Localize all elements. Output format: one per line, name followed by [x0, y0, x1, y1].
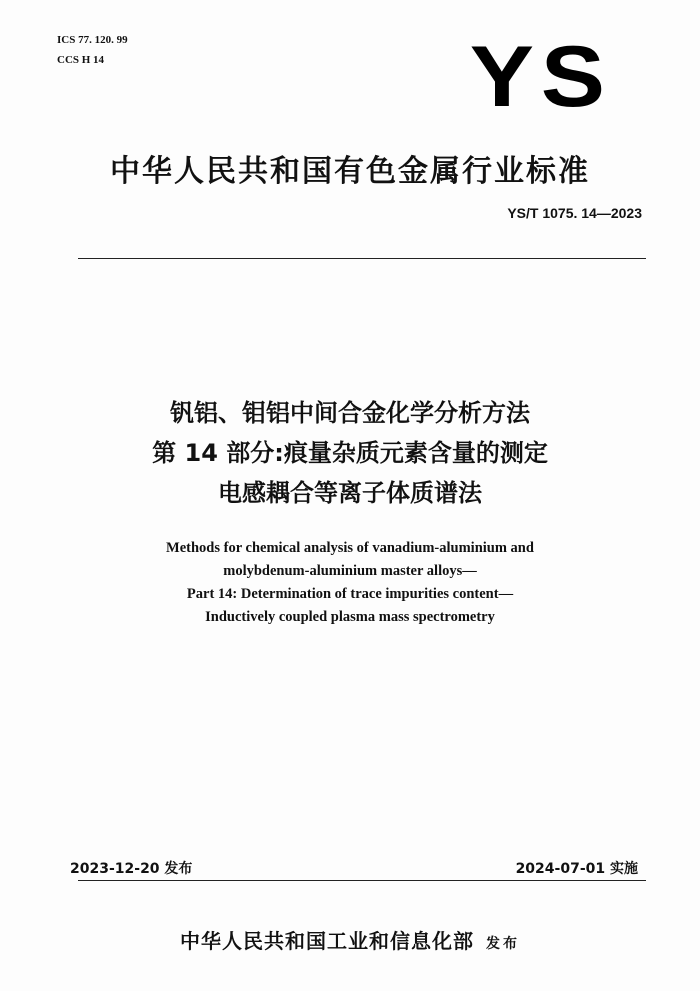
english-title-line-3: Part 14: Determination of trace impurities content— [186, 586, 514, 602]
implementation-date: 2024-07-01 实施 [515, 861, 638, 877]
ccs-code: CCS H 14 [57, 54, 105, 66]
issue-date: 2023-12-20 发布 [70, 861, 193, 877]
org-title: 中华人民共和国有色金属行业标准 [110, 154, 590, 189]
issuer-publish-label: 发布 [486, 936, 520, 952]
ys-logo: YS [470, 29, 612, 125]
issuer [0, 925, 700, 954]
ics-code: ICS 77. 120. 99 [57, 34, 128, 46]
english-title-line-1: Methods for chemical analysis of vanadium-aluminium and [166, 540, 534, 556]
chinese-title [0, 393, 700, 513]
chinese-title-line-2: 第 14 部分:痕量杂质元素含量的测定 [152, 439, 548, 467]
standard-number: YS/T 1075. 14—2023 [507, 205, 642, 221]
english-title [0, 537, 700, 629]
footer-divider [78, 880, 646, 881]
chinese-title-line-3: 电感耦合等离子体质谱法 [218, 479, 482, 507]
english-title-line-4: Inductively coupled plasma mass spectrometry [205, 609, 495, 625]
issuer-ministry: 中华人民共和国工业和信息化部 [180, 929, 474, 953]
classification-codes [57, 30, 128, 70]
chinese-title-line-1: 钒铝、钼铝中间合金化学分析方法 [170, 399, 530, 427]
english-title-line-2: molybdenum-aluminium master alloys— [223, 563, 477, 579]
header-divider [78, 258, 646, 259]
